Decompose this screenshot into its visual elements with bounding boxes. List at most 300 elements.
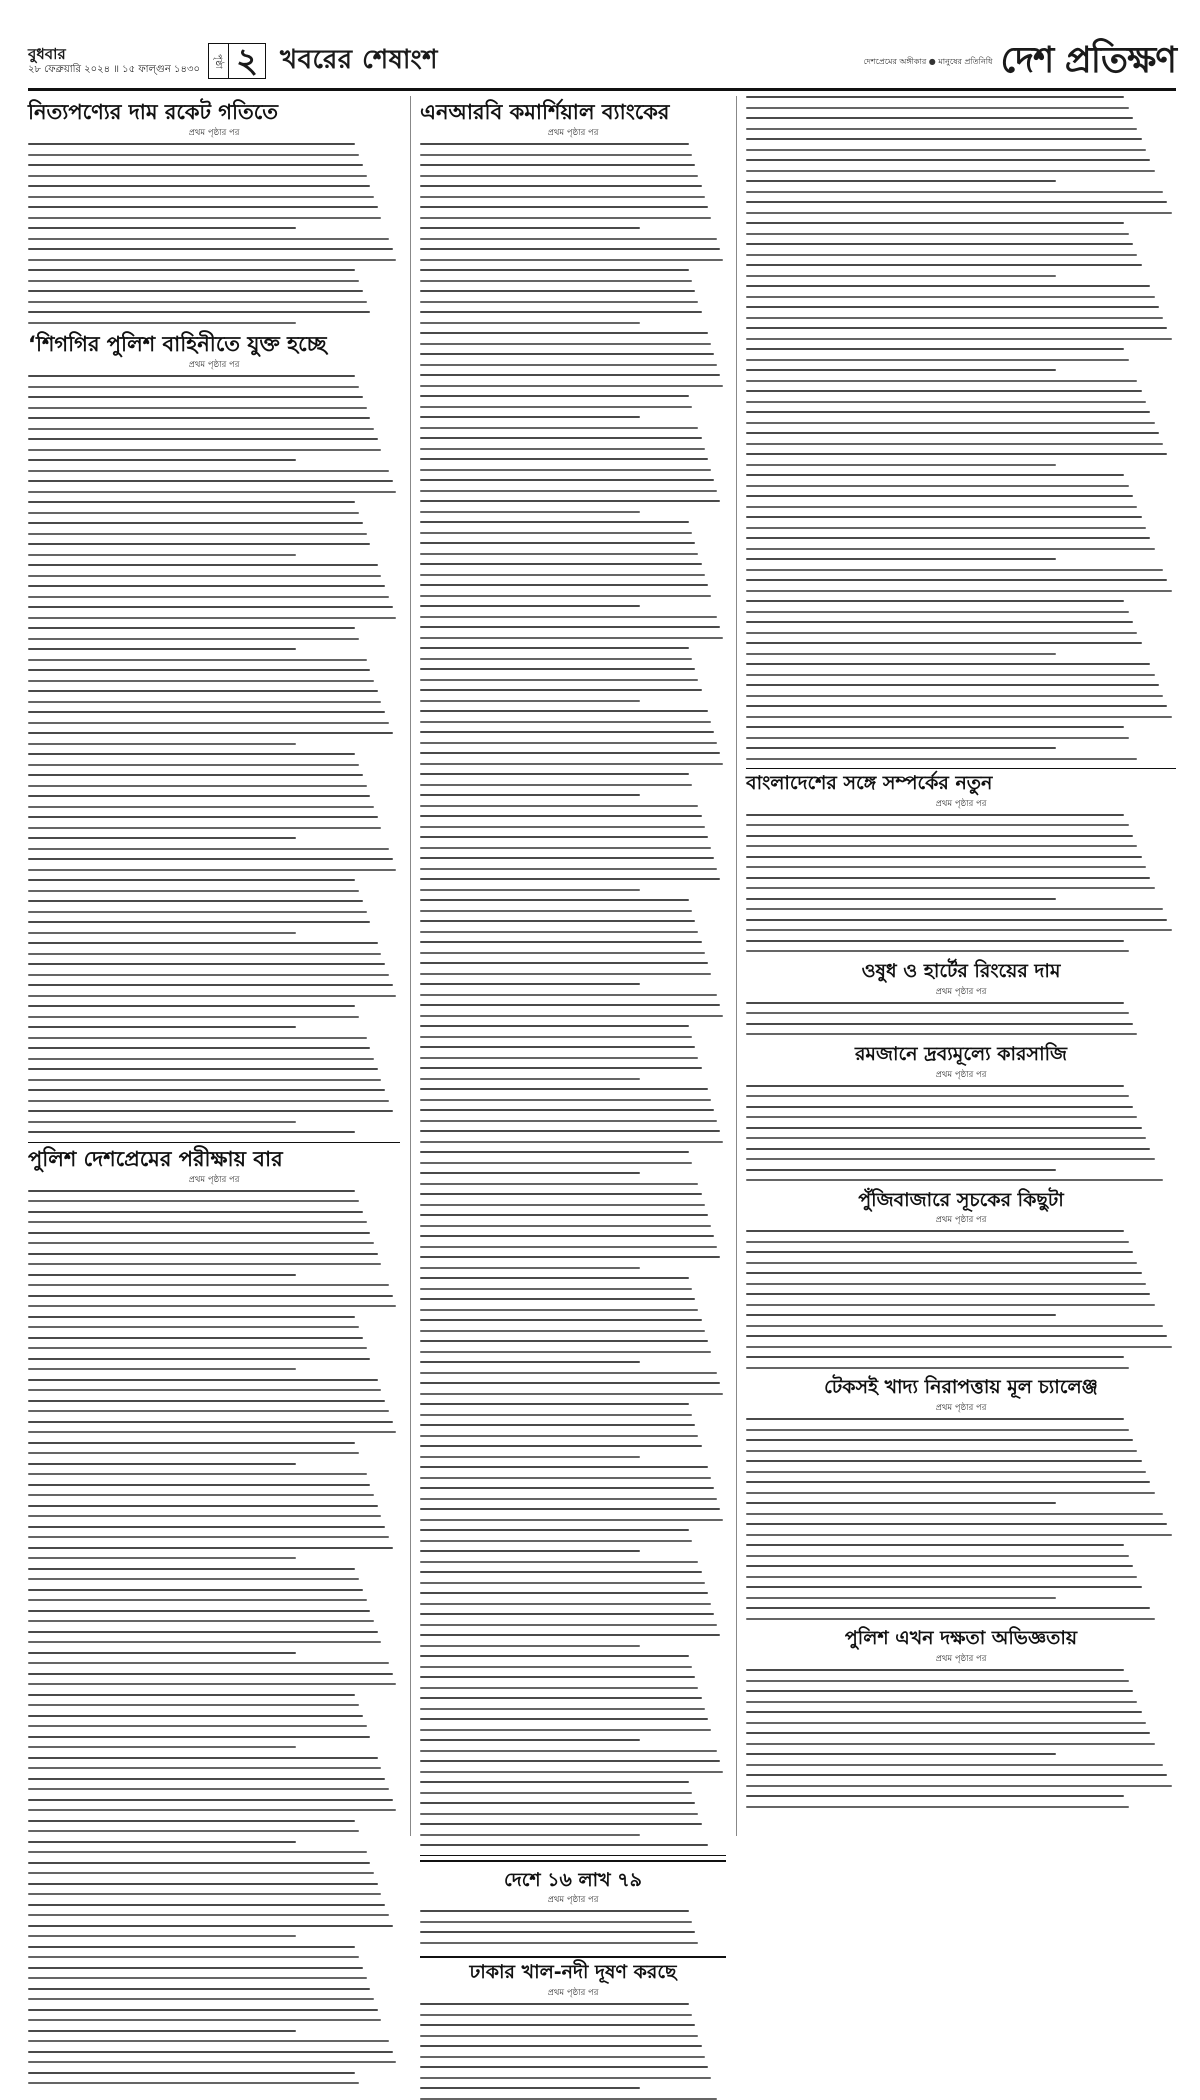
text-line <box>28 1946 355 1948</box>
article-police-join <box>28 332 400 1133</box>
text-line <box>420 2035 698 2037</box>
text-line <box>28 942 378 944</box>
newspaper-logo: দেশ প্রতিক্ষণ <box>1000 40 1176 81</box>
article-byline: প্রথম পৃষ্ঠার পর <box>547 1988 599 1999</box>
page-number: ২ <box>235 41 259 81</box>
text-line <box>420 1456 640 1458</box>
text-line <box>420 1466 708 1468</box>
text-line <box>420 1099 711 1101</box>
text-line <box>746 898 1056 900</box>
text-line <box>28 1652 296 1654</box>
text-line <box>28 722 389 724</box>
text-line <box>420 458 708 460</box>
text-line <box>420 1910 689 1912</box>
text-line <box>746 1680 1129 1682</box>
text-line <box>420 700 640 702</box>
text-line <box>420 1592 708 1594</box>
article-headline: বাংলাদেশের সঙ্গে সম্পর্কের নতুন <box>746 772 993 794</box>
text-line <box>746 264 1142 266</box>
text-line <box>746 1523 1167 1525</box>
article-headline: দেশে ১৬ লাখ ৭৯ <box>504 1868 642 1891</box>
text-line <box>420 962 708 964</box>
text-line <box>420 1088 708 1090</box>
text-line <box>420 521 689 523</box>
text-line <box>28 280 359 282</box>
text-line <box>420 1162 692 1164</box>
text-line <box>420 406 692 408</box>
text-line <box>746 705 1167 707</box>
text-line <box>746 380 1137 382</box>
text-line <box>746 1033 1137 1035</box>
text-line <box>28 1410 389 1412</box>
text-line <box>28 900 363 902</box>
text-line <box>28 1935 296 1937</box>
text-line <box>28 154 359 156</box>
text-line <box>420 1487 714 1489</box>
article-body <box>746 1002 1176 1036</box>
text-line <box>420 1445 702 1447</box>
article-medicine-prices <box>746 961 1176 1035</box>
text-line <box>420 1613 714 1615</box>
text-line <box>420 553 698 555</box>
text-line <box>28 1526 385 1528</box>
text-line <box>420 395 689 397</box>
text-line <box>420 1921 692 1923</box>
text-line <box>420 1781 689 1783</box>
text-line <box>28 1788 389 1790</box>
text-line <box>28 1767 381 1769</box>
text-line <box>28 1851 367 1853</box>
text-line <box>746 432 1159 434</box>
text-line <box>420 868 717 870</box>
text-line <box>28 1100 389 1102</box>
text-line <box>420 679 698 681</box>
text-line <box>746 1806 1129 1808</box>
text-line <box>420 1771 723 1773</box>
text-line <box>28 774 363 776</box>
page-word: পৃষ্ঠা <box>209 44 229 78</box>
text-line <box>420 1931 695 1933</box>
text-line <box>746 1597 1056 1599</box>
article-divider <box>746 768 1176 769</box>
tagline: দেশপ্রেমের অঙ্গীকার ● মানুষের প্রতিনিধি <box>863 56 993 66</box>
text-line <box>28 248 393 250</box>
text-line <box>420 1708 705 1710</box>
text-line <box>420 1078 640 1080</box>
text-line <box>28 1421 393 1423</box>
text-line <box>28 837 296 839</box>
text-line <box>28 1578 359 1580</box>
text-line <box>746 548 1155 550</box>
text-line <box>28 217 381 219</box>
text-line <box>746 1095 1129 1097</box>
text-line <box>28 1977 367 1979</box>
text-line <box>28 921 370 923</box>
column-divider <box>410 96 411 1836</box>
text-line <box>28 1725 367 1727</box>
text-line <box>28 806 374 808</box>
text-line <box>746 726 1124 728</box>
text-line <box>420 1130 720 1132</box>
text-line <box>746 464 1056 466</box>
text-line <box>28 1778 385 1780</box>
text-line <box>28 669 370 671</box>
text-line <box>746 212 1172 214</box>
text-line <box>420 899 689 901</box>
text-line <box>420 2024 695 2026</box>
text-line <box>746 558 1056 560</box>
text-line <box>746 1346 1172 1348</box>
text-line <box>28 2019 381 2021</box>
text-line <box>746 317 1163 319</box>
text-line <box>28 1536 389 1538</box>
text-line <box>420 1351 711 1353</box>
text-line <box>420 1676 695 1678</box>
text-line <box>28 785 367 787</box>
text-line <box>420 1309 698 1311</box>
text-line <box>746 1127 1142 1129</box>
text-line <box>28 680 374 682</box>
text-line <box>746 516 1142 518</box>
text-line <box>420 2014 692 2016</box>
text-line <box>28 533 367 535</box>
text-line <box>28 1673 393 1675</box>
text-line <box>28 1568 355 1570</box>
text-line <box>28 1505 378 1507</box>
text-line <box>28 554 296 556</box>
column-middle <box>420 96 726 1999</box>
text-line <box>28 1110 393 1112</box>
text-line <box>28 932 296 934</box>
text-line <box>420 154 692 156</box>
text-line <box>420 196 705 198</box>
text-line <box>420 805 698 807</box>
text-line <box>28 1305 396 1307</box>
text-line <box>746 1607 1150 1609</box>
text-line <box>420 206 708 208</box>
text-line <box>420 1057 698 1059</box>
article-headline: ওষুধ ও হার্টের রিংয়ের দাম <box>861 959 1061 982</box>
text-line <box>28 1316 355 1318</box>
text-line <box>746 275 1056 277</box>
text-line <box>28 1757 378 1759</box>
text-line <box>28 1232 370 1234</box>
text-line <box>28 143 355 145</box>
text-line <box>28 764 359 766</box>
text-line <box>28 1904 385 1906</box>
text-line <box>420 542 695 544</box>
text-line <box>420 1414 692 1416</box>
text-line <box>28 1200 359 1202</box>
text-line <box>28 396 363 398</box>
text-line <box>28 1047 370 1049</box>
text-line <box>28 1242 374 1244</box>
article-headline: পুঁজিবাজারে সূচকের কিছুটা <box>858 1188 1064 1211</box>
text-line <box>28 417 370 419</box>
text-line <box>746 611 1129 613</box>
text-line <box>28 974 389 976</box>
text-line <box>420 847 711 849</box>
text-line <box>746 222 1124 224</box>
text-line <box>420 164 695 166</box>
text-line <box>746 1304 1155 1306</box>
text-line <box>420 1330 705 1332</box>
text-line <box>28 953 381 955</box>
text-line <box>28 564 378 566</box>
text-line <box>28 1221 367 1223</box>
text-line <box>28 963 385 965</box>
issue-date: ২৮ ফেব্রুয়ারি ২০২৪ ॥ ১৫ ফাল্গুন ১৪৩০ <box>28 64 200 75</box>
text-line <box>746 1722 1146 1724</box>
text-line <box>28 1484 370 1486</box>
text-line <box>420 1529 689 1531</box>
text-line <box>420 2066 708 2068</box>
text-line <box>746 1314 1056 1316</box>
text-line <box>746 1230 1124 1232</box>
text-line <box>746 149 1146 151</box>
text-line <box>420 1540 692 1542</box>
text-line <box>746 254 1137 256</box>
text-line <box>420 584 708 586</box>
text-line <box>420 1015 723 1017</box>
text-line <box>420 1246 717 1248</box>
text-line <box>746 369 1056 371</box>
text-line <box>746 663 1150 665</box>
text-line <box>420 1382 720 1384</box>
text-line <box>420 1435 698 1437</box>
text-line <box>28 407 367 409</box>
text-line <box>420 973 711 975</box>
column-divider <box>736 96 737 1836</box>
text-line <box>420 994 717 996</box>
text-line <box>28 206 378 208</box>
text-line <box>28 995 396 997</box>
text-line <box>28 543 370 545</box>
article-police-experience <box>746 1628 1176 1807</box>
text-line <box>28 711 385 713</box>
text-line <box>746 1618 1155 1620</box>
text-line <box>420 1739 640 1741</box>
article-headline: নিত্যপণ্যের দাম রকেট গতিতে <box>28 100 278 124</box>
text-line <box>746 1356 1124 1358</box>
text-line <box>28 1326 359 1328</box>
text-line <box>420 1340 708 1342</box>
text-line <box>28 1914 389 1916</box>
article-dhaka-canals <box>420 1962 726 2099</box>
text-line <box>28 848 389 850</box>
text-line <box>420 1729 711 1731</box>
text-line <box>28 1746 296 1748</box>
text-line <box>420 2056 705 2058</box>
text-line <box>746 737 1129 739</box>
text-line <box>28 606 393 608</box>
article-body <box>746 96 1176 760</box>
text-line <box>420 1319 702 1321</box>
text-line <box>420 1624 717 1626</box>
text-line <box>420 1508 720 1510</box>
text-line <box>420 2003 689 2005</box>
text-line <box>28 1799 393 1801</box>
text-line <box>28 449 381 451</box>
article-headline: ঢাকার খাল-নদী দূষণ করছে <box>469 1961 677 1984</box>
text-line <box>746 1241 1129 1243</box>
text-line <box>746 401 1146 403</box>
text-line <box>28 879 355 881</box>
text-line <box>28 1967 363 1969</box>
article-byline: প্রথম পৃষ্ঠার পর <box>935 1403 987 1414</box>
text-line <box>420 563 702 565</box>
text-line <box>28 753 355 755</box>
text-line <box>746 621 1133 623</box>
text-line <box>420 269 689 271</box>
text-line <box>420 1204 705 1206</box>
text-line <box>28 1925 393 1927</box>
article-ramadan-prices <box>746 1044 1176 1181</box>
masthead-left <box>28 38 438 84</box>
text-line <box>746 1711 1142 1713</box>
text-line <box>28 1037 367 1039</box>
text-line <box>420 343 711 345</box>
text-line <box>746 1179 1163 1181</box>
text-line <box>420 1571 702 1573</box>
text-line <box>28 869 396 871</box>
article-body <box>746 1418 1176 1620</box>
article-byline: প্রথম পৃষ্ঠার পর <box>188 1174 240 1185</box>
text-line <box>28 2040 389 2042</box>
text-line <box>420 826 705 828</box>
article-body <box>28 1190 400 2085</box>
text-line <box>420 1256 720 1258</box>
text-line <box>420 815 702 817</box>
text-line <box>28 1253 378 1255</box>
text-line <box>28 238 389 240</box>
text-line <box>746 940 1124 942</box>
article-body <box>28 143 400 324</box>
text-line <box>420 1802 695 1804</box>
text-line <box>420 1687 698 1689</box>
text-line <box>420 1823 702 1825</box>
text-line <box>28 1337 363 1339</box>
article-divider <box>420 1855 726 1856</box>
text-line <box>28 1872 374 1874</box>
article-police-patriotism <box>28 1147 400 2085</box>
text-line <box>28 1016 359 1018</box>
text-line <box>420 1393 723 1395</box>
text-line <box>420 1141 723 1143</box>
article-16-lakh <box>420 1860 726 1959</box>
masthead-rule <box>28 88 1176 91</box>
text-line <box>746 1732 1150 1734</box>
text-line <box>420 416 640 418</box>
article-headline: এনআরবি কমার্শিয়াল ব্যাংকের <box>420 100 670 124</box>
text-line <box>28 1956 359 1958</box>
text-line <box>746 835 1133 837</box>
article-byline: প্রথম পৃষ্ঠার পর <box>188 360 240 371</box>
text-line <box>420 1225 711 1227</box>
text-line <box>28 701 381 703</box>
text-line <box>746 495 1133 497</box>
article-headline: পুলিশ দেশপ্রেমের পরীক্ষায় বার <box>28 1146 283 1171</box>
text-line <box>28 1715 363 1717</box>
article-headline: ‘শিগগির পুলিশ বাহিনীতে যুক্ত হচ্ছে <box>28 332 327 357</box>
text-line <box>28 1998 374 2000</box>
text-line <box>746 1555 1129 1557</box>
text-line <box>420 437 702 439</box>
text-line <box>746 632 1137 634</box>
text-line <box>746 138 1142 140</box>
text-line <box>420 1655 689 1657</box>
text-line <box>746 950 1129 952</box>
text-line <box>28 827 381 829</box>
text-line <box>420 763 723 765</box>
text-line <box>420 794 640 796</box>
text-line <box>746 1137 1146 1139</box>
text-line <box>28 1893 381 1895</box>
text-line <box>420 1760 720 1762</box>
text-line <box>420 2087 640 2089</box>
text-line <box>746 506 1137 508</box>
text-line <box>420 668 695 670</box>
text-line <box>28 322 296 324</box>
text-line <box>28 301 367 303</box>
text-line <box>746 1116 1137 1118</box>
text-line <box>746 908 1163 910</box>
text-line <box>28 1809 396 1811</box>
text-line <box>746 845 1137 847</box>
text-line <box>420 1813 698 1815</box>
text-line <box>28 1263 381 1265</box>
text-line <box>28 2072 355 2074</box>
article-nrb-bank <box>420 100 726 1846</box>
text-line <box>420 238 717 240</box>
text-line <box>420 1942 698 1944</box>
text-line <box>420 1561 698 1563</box>
text-line <box>420 1750 717 1752</box>
text-line <box>28 259 396 261</box>
text-line <box>28 175 367 177</box>
text-line <box>420 1477 711 1479</box>
text-line <box>420 1666 692 1668</box>
article-byline: প্রথম পৃষ্ঠার পর <box>935 798 987 809</box>
column-left <box>28 96 400 1836</box>
article-body <box>28 375 400 1133</box>
text-line <box>28 1079 381 1081</box>
text-line <box>746 411 1150 413</box>
text-line <box>746 1335 1167 1337</box>
text-line <box>420 353 714 355</box>
text-line <box>746 1785 1172 1787</box>
text-line <box>746 1460 1142 1462</box>
text-line <box>28 1883 378 1885</box>
article-body <box>420 1910 726 1944</box>
text-line <box>28 1347 367 1349</box>
text-line <box>746 695 1163 697</box>
text-line <box>420 910 692 912</box>
text-line <box>28 1452 359 1454</box>
text-line <box>28 1494 374 1496</box>
article-byline: প্রথম পৃষ্ঠার পর <box>188 128 240 139</box>
text-line <box>746 1272 1142 1274</box>
text-line <box>28 164 363 166</box>
text-line <box>420 1193 702 1195</box>
text-line <box>28 512 359 514</box>
text-line <box>746 117 1133 119</box>
text-line <box>28 311 370 313</box>
text-line <box>746 887 1155 889</box>
text-line <box>28 386 359 388</box>
text-line <box>746 929 1172 931</box>
text-line <box>420 773 689 775</box>
